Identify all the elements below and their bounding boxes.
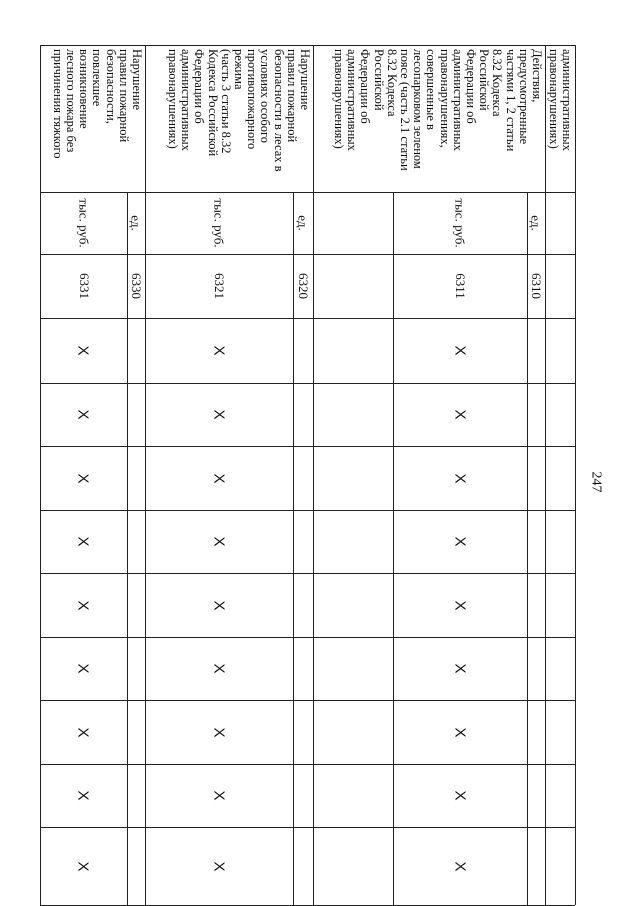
code-cell-text: 6311 <box>453 273 468 299</box>
x-mark-cell-text: X <box>74 599 92 611</box>
x-mark-cell-text: X <box>210 409 228 420</box>
x-mark-cell <box>393 700 527 764</box>
x-mark-cell-text: X <box>74 409 92 420</box>
unit-cell <box>393 192 527 254</box>
unit-cell-text: ед. <box>129 215 144 231</box>
x-mark-cell-text: X <box>74 860 92 872</box>
x-mark-cell <box>40 700 127 764</box>
x-mark-cell-text: X <box>451 409 469 420</box>
x-mark-cell <box>393 510 527 573</box>
x-mark-cell-text: X <box>210 599 228 611</box>
x-mark-cell <box>40 446 127 510</box>
x-mark-cell-text: X <box>451 860 469 872</box>
code-cell-text: 6320 <box>296 273 311 299</box>
row-description-text: Действия, предусмотренные частями 1, 2 статьи 8.32 Кодекса Российской Федерации об административных правонарушениях, совершенные в лесопарковом зеленом поясе (часть 2.1 статьи 8.32 Кодекса Российской Федерации об административных правонарушениях) <box>331 49 544 171</box>
code-cell <box>293 254 313 318</box>
x-mark-cell <box>40 510 127 573</box>
x-mark-cell-text: X <box>451 345 469 356</box>
unit-cell-text: ед. <box>296 215 311 231</box>
x-mark-cell <box>40 827 127 905</box>
x-mark-cell-text: X <box>451 536 469 547</box>
x-mark-cell-text: X <box>210 472 228 484</box>
code-cell <box>40 254 127 318</box>
unit-cell <box>145 192 293 254</box>
x-mark-cell-text: X <box>210 790 228 801</box>
code-cell <box>127 254 145 318</box>
x-mark-cell-text: X <box>451 790 469 801</box>
unit-cell <box>527 192 545 254</box>
x-mark-cell-text: X <box>451 472 469 484</box>
x-mark-cell <box>393 446 527 510</box>
x-mark-cell <box>393 573 527 637</box>
x-mark-cell <box>145 318 293 383</box>
x-mark-cell <box>393 383 527 446</box>
code-cell-text: 6310 <box>529 273 544 299</box>
code-cell <box>393 254 527 318</box>
x-mark-cell <box>393 318 527 383</box>
x-mark-cell <box>40 764 127 827</box>
x-mark-cell <box>393 637 527 700</box>
code-cell <box>527 254 545 318</box>
x-mark-cell <box>145 700 293 764</box>
x-mark-cell-text: X <box>451 726 469 738</box>
x-mark-cell-text: X <box>210 536 228 547</box>
unit-cell <box>127 192 145 254</box>
x-mark-cell-text: X <box>451 663 469 674</box>
x-mark-cell <box>145 573 293 637</box>
row-description <box>145 45 313 192</box>
code-cell-text: 6330 <box>129 273 144 299</box>
x-mark-cell-text: X <box>74 663 92 674</box>
x-mark-cell-text: X <box>74 790 92 801</box>
row-description-text: административных правонарушениях) <box>546 49 574 151</box>
code-cell <box>145 254 293 318</box>
unit-cell-text: тыс. руб. <box>76 198 92 248</box>
unit-cell-text: ед. <box>529 215 544 231</box>
row-description <box>545 45 575 192</box>
x-mark-cell-text: X <box>451 599 469 611</box>
table-rule <box>575 45 576 905</box>
x-mark-cell <box>40 637 127 700</box>
row-description <box>313 45 545 192</box>
x-mark-cell <box>145 827 293 905</box>
row-description <box>40 45 145 192</box>
x-mark-cell-text: X <box>210 663 228 674</box>
x-mark-cell <box>40 318 127 383</box>
x-mark-cell-text: X <box>210 726 228 738</box>
x-mark-cell <box>40 383 127 446</box>
row-description-text: Нарушение правил пожарной безопасности в лесах в условиях особого противопожарного режима (часть 3 статьи 8.32 Кодекса Российской Федерации об административных правонарушениях) <box>165 49 312 172</box>
x-mark-cell <box>145 637 293 700</box>
x-mark-cell <box>145 764 293 827</box>
unit-cell <box>293 192 313 254</box>
x-mark-cell <box>145 383 293 446</box>
x-mark-cell <box>393 827 527 905</box>
unit-cell-text: тыс. руб. <box>212 198 227 248</box>
x-mark-cell-text: X <box>74 345 92 356</box>
x-mark-cell-text: X <box>74 726 92 738</box>
x-mark-cell-text: X <box>74 536 92 547</box>
x-mark-cell <box>145 446 293 510</box>
x-mark-cell <box>40 573 127 637</box>
x-mark-cell-text: X <box>210 345 228 356</box>
x-mark-cell <box>393 764 527 827</box>
x-mark-cell-text: X <box>74 472 92 484</box>
unit-cell <box>40 192 127 254</box>
x-mark-cell-text: X <box>210 860 228 872</box>
x-mark-cell <box>145 510 293 573</box>
row-description-text: Нарушение правил пожарной безопасности, повлекшее возникновение лесного пожара без причинения тяжкого <box>50 49 144 159</box>
page-number: 247 <box>588 471 603 493</box>
code-cell-text: 6321 <box>212 273 227 299</box>
unit-cell-text: тыс. руб. <box>453 198 468 248</box>
code-cell-text: 6331 <box>76 273 92 299</box>
